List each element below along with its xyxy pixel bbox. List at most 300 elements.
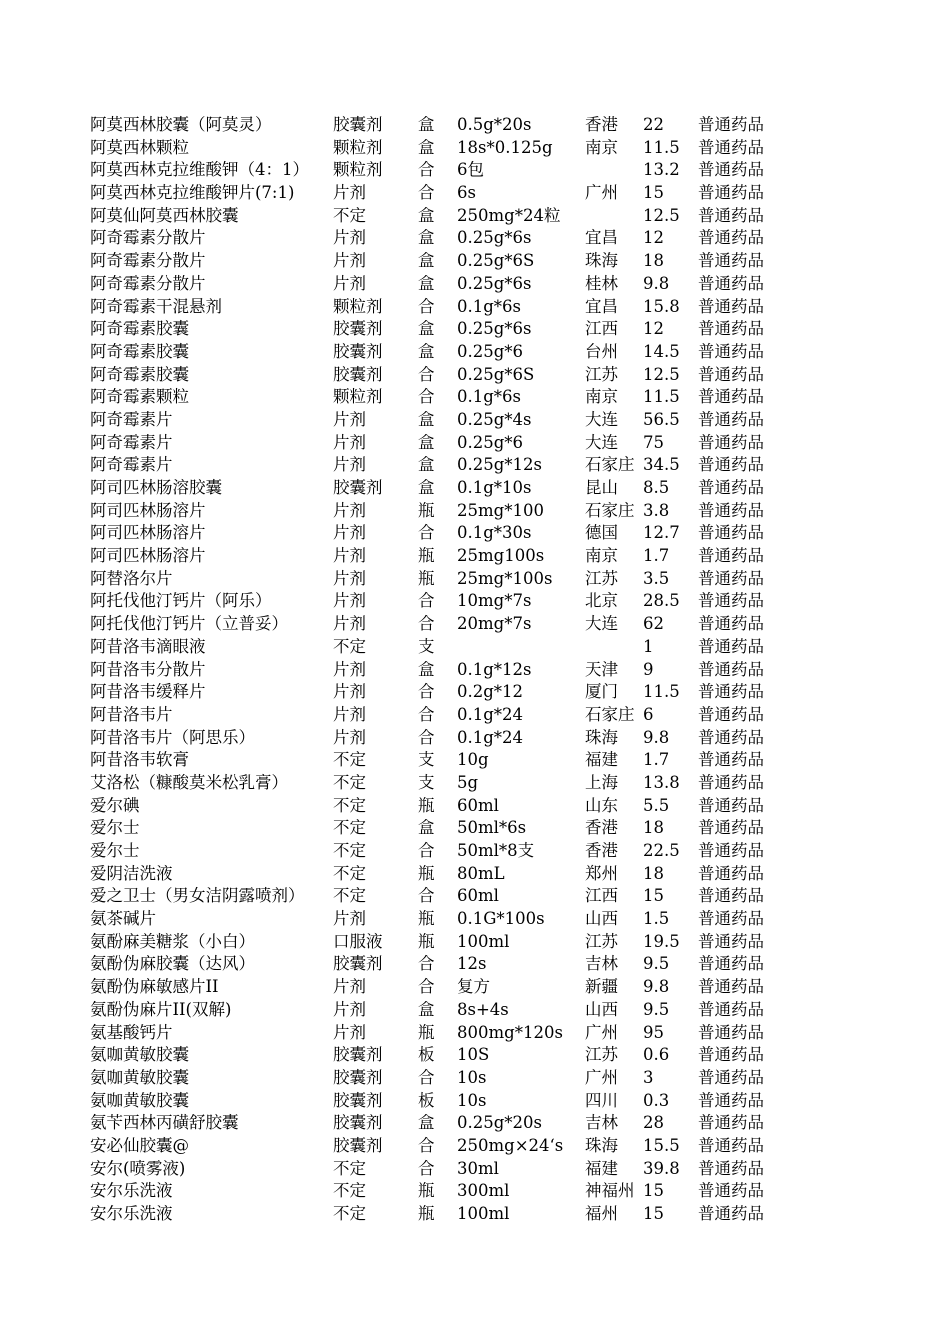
category-cell: 普通药品 [698,115,764,134]
category-cell: 普通药品 [698,818,764,838]
category-cell: 普通药品 [698,387,764,407]
price-cell: 15.5 [643,1135,680,1155]
price-cell: 3.5 [643,568,670,588]
price-cell: 3 [643,1067,654,1087]
category-cell: 普通药品 [698,1158,764,1178]
price-cell: 5.5 [643,795,670,815]
drug-name-cell: 阿昔洛韦软膏 [90,750,189,770]
category-cell: 普通药品 [698,432,764,452]
unit-cell: 盒 [418,273,435,293]
dosage-form-cell: 颗粒剂 [333,160,383,180]
spec-cell: 80mL [457,863,505,883]
origin-cell: 江苏 [585,931,618,951]
unit-cell: 盒 [418,115,435,134]
drug-name-cell: 艾洛松（糠酸莫米松乳膏） [90,772,288,792]
unit-cell: 盒 [418,999,435,1019]
dosage-form-cell: 片剂 [333,568,366,588]
price-cell: 22 [643,115,664,134]
spec-cell: 60ml [457,886,499,906]
spec-cell: 25mg*100s [457,568,553,588]
category-cell: 普通药品 [698,636,764,656]
dosage-form-cell: 片剂 [333,432,366,452]
unit-cell: 合 [418,296,435,316]
drug-name-cell: 氨咖黄敏胶囊 [90,1067,189,1087]
drug-name-cell: 氨咖黄敏胶囊 [90,1090,189,1110]
origin-cell: 香港 [585,841,618,860]
origin-cell: 福建 [585,1158,618,1178]
category-cell: 普通药品 [698,251,764,271]
unit-cell: 瓶 [418,568,435,588]
spec-cell: 10s [457,1067,487,1087]
category-cell: 普通药品 [698,795,764,815]
category-cell: 普通药品 [698,1067,764,1087]
dosage-form-cell: 不定 [333,1181,366,1201]
spec-cell: 250mg×24‘s [457,1135,564,1155]
dosage-form-cell: 不定 [333,636,366,656]
dosage-form-cell: 片剂 [333,228,366,248]
price-cell: 3.8 [643,500,670,520]
price-cell: 75 [643,432,664,452]
spec-cell: 0.5g*20s [457,115,532,134]
spec-cell: 60ml [457,795,499,815]
dosage-form-cell: 胶囊剂 [333,478,383,497]
price-cell: 9.5 [643,999,670,1019]
origin-cell: 大连 [585,614,618,634]
spec-cell: 5g [457,772,479,792]
price-cell: 39.8 [643,1158,680,1178]
origin-cell: 江苏 [585,364,618,384]
dosage-form-cell: 不定 [333,886,366,906]
price-cell: 18 [643,863,664,883]
dosage-form-cell: 片剂 [333,977,366,997]
dosage-form-cell: 胶囊剂 [333,1045,383,1065]
dosage-form-cell: 不定 [333,1158,366,1178]
dosage-form-cell: 片剂 [333,183,366,203]
dosage-form-cell: 不定 [333,841,366,860]
origin-cell: 桂林 [585,273,618,293]
spec-cell: 0.25g*12s [457,455,543,475]
origin-cell: 香港 [585,115,618,134]
category-cell: 普通药品 [698,727,764,747]
origin-cell: 台州 [585,341,618,361]
unit-cell: 合 [418,841,435,860]
drug-name-cell: 安尔乐洗液 [90,1204,173,1223]
drug-name-cell: 阿奇霉素颗粒 [90,387,189,407]
drug-name-cell: 阿奇霉素胶囊 [90,341,189,361]
spec-cell: 0.2g*12 [457,682,524,702]
category-cell: 普通药品 [698,1090,764,1110]
dosage-form-cell: 不定 [333,818,366,838]
origin-cell: 江苏 [585,1045,618,1065]
category-cell: 普通药品 [698,931,764,951]
dosage-form-cell: 不定 [333,1204,366,1223]
spec-cell: 50ml*8支 [457,841,535,860]
origin-cell: 昆山 [585,478,618,497]
origin-cell: 山东 [585,795,618,815]
category-cell: 普通药品 [698,909,764,929]
dosage-form-cell: 片剂 [333,409,366,429]
unit-cell: 瓶 [418,1181,435,1201]
drug-name-cell: 爱尔碘 [90,795,140,815]
price-cell: 1.7 [643,750,670,770]
unit-cell: 合 [418,591,435,611]
origin-cell: 上海 [585,772,618,792]
category-cell: 普通药品 [698,205,764,225]
unit-cell: 合 [418,364,435,384]
unit-cell: 瓶 [418,1204,435,1223]
price-cell: 6 [643,704,654,724]
drug-name-cell: 氨酚麻美糖浆（小白） [90,931,255,951]
category-cell: 普通药品 [698,977,764,997]
unit-cell: 合 [418,523,435,543]
origin-cell: 江苏 [585,568,618,588]
dosage-form-cell: 口服液 [333,931,383,951]
dosage-form-cell: 片剂 [333,659,366,679]
spec-cell: 0.1g*30s [457,523,532,543]
price-cell: 95 [643,1022,664,1042]
drug-name-cell: 阿奇霉素片 [90,432,173,452]
price-cell: 56.5 [643,409,680,429]
drug-name-cell: 阿奇霉素片 [90,455,173,475]
origin-cell: 南京 [585,546,618,566]
unit-cell: 支 [418,636,435,656]
price-cell: 1.7 [643,546,670,566]
drug-name-cell: 阿奇霉素胶囊 [90,364,189,384]
drug-name-cell: 爱阴洁洗液 [90,863,173,883]
dosage-form-cell: 片剂 [333,546,366,566]
dosage-form-cell: 胶囊剂 [333,341,383,361]
drug-name-cell: 阿奇霉素胶囊 [90,319,189,339]
category-cell: 普通药品 [698,137,764,157]
dosage-form-cell: 颗粒剂 [333,137,383,157]
price-cell: 12.5 [643,205,680,225]
unit-cell: 合 [418,387,435,407]
price-cell: 11.5 [643,387,680,407]
origin-cell: 天津 [585,659,618,679]
spec-cell: 6包 [457,160,484,180]
drug-name-cell: 阿司匹林肠溶片 [90,546,206,566]
spec-cell: 100ml [457,1204,510,1223]
unit-cell: 盒 [418,659,435,679]
unit-cell: 盒 [418,319,435,339]
category-cell: 普通药品 [698,183,764,203]
dosage-form-cell: 片剂 [333,682,366,702]
drug-name-cell: 氨酚伪麻片II(双解) [90,999,232,1019]
spec-cell: 0.25g*6s [457,273,532,293]
unit-cell: 合 [418,160,435,180]
origin-cell: 福州 [585,1204,618,1223]
unit-cell: 盒 [418,251,435,271]
category-cell: 普通药品 [698,954,764,974]
dosage-form-cell: 胶囊剂 [333,115,383,134]
spec-cell: 0.1g*24 [457,704,524,724]
dosage-form-cell: 片剂 [333,999,366,1019]
category-cell: 普通药品 [698,704,764,724]
unit-cell: 合 [418,704,435,724]
spec-cell: 0.25g*4s [457,409,532,429]
price-cell: 8.5 [643,478,670,497]
unit-cell: 瓶 [418,795,435,815]
origin-cell: 石家庄 [585,455,635,475]
spec-cell: 0.1g*6s [457,296,522,316]
origin-cell: 江西 [585,886,618,906]
drug-name-cell: 阿莫西林颗粒 [90,137,189,157]
category-cell: 普通药品 [698,1113,764,1133]
category-cell: 普通药品 [698,319,764,339]
unit-cell: 盒 [418,205,435,225]
drug-name-cell: 氨苄西林丙磺舒胶囊 [90,1113,239,1133]
category-cell: 普通药品 [698,500,764,520]
unit-cell: 合 [418,183,435,203]
spec-cell: 8s+4s [457,999,509,1019]
spec-cell: 300ml [457,1181,510,1201]
drug-name-cell: 安尔(喷雾液) [90,1158,186,1178]
dosage-form-cell: 片剂 [333,251,366,271]
price-cell: 11.5 [643,682,680,702]
unit-cell: 合 [418,1135,435,1155]
category-cell: 普通药品 [698,1135,764,1155]
origin-cell: 宜昌 [585,228,618,248]
drug-name-cell: 阿司匹林肠溶胶囊 [90,478,222,497]
drug-name-cell: 阿莫西林克拉维酸钾片(7:1) [90,183,295,203]
dosage-form-cell: 颗粒剂 [333,296,383,316]
category-cell: 普通药品 [698,364,764,384]
spec-cell: 50ml*6s [457,818,527,838]
price-cell: 22.5 [643,841,680,860]
unit-cell: 瓶 [418,546,435,566]
spec-cell: 0.1g*24 [457,727,524,747]
spec-cell: 0.1G*100s [457,909,545,929]
price-cell: 0.3 [643,1090,670,1110]
drug-name-cell: 爱之卫士（男女洁阴露喷剂） [90,886,305,906]
dosage-form-cell: 胶囊剂 [333,1090,383,1110]
spec-cell: 10mg*7s [457,591,532,611]
spec-cell: 0.25g*6S [457,364,535,384]
drug-name-cell: 阿昔洛韦片 [90,704,173,724]
spec-cell: 0.25g*6s [457,228,532,248]
category-cell: 普通药品 [698,1045,764,1065]
category-cell: 普通药品 [698,1022,764,1042]
drug-name-cell: 安必仙胶囊@ [90,1135,189,1155]
dosage-form-cell: 片剂 [333,909,366,929]
dosage-form-cell: 片剂 [333,614,366,634]
spec-cell: 复方 [457,977,490,997]
origin-cell: 广州 [585,1022,618,1042]
origin-cell: 石家庄 [585,704,635,724]
origin-cell: 宜昌 [585,296,618,316]
price-cell: 1.5 [643,909,670,929]
origin-cell: 新疆 [585,977,618,997]
origin-cell: 香港 [585,818,618,838]
origin-cell: 德国 [585,523,618,543]
drug-name-cell: 阿奇霉素分散片 [90,273,206,293]
origin-cell: 广州 [585,183,618,203]
dosage-form-cell: 片剂 [333,727,366,747]
dosage-form-cell: 胶囊剂 [333,954,383,974]
origin-cell: 南京 [585,137,618,157]
unit-cell: 盒 [418,341,435,361]
unit-cell: 支 [418,750,435,770]
price-cell: 12.5 [643,364,680,384]
category-cell: 普通药品 [698,999,764,1019]
dosage-form-cell: 片剂 [333,1022,366,1042]
drug-name-cell: 氨酚伪麻胶囊（达风） [90,954,255,974]
dosage-form-cell: 不定 [333,772,366,792]
price-cell: 14.5 [643,341,680,361]
category-cell: 普通药品 [698,296,764,316]
origin-cell: 郑州 [585,863,618,883]
origin-cell: 山西 [585,999,618,1019]
spec-cell: 100ml [457,931,510,951]
price-cell: 0.6 [643,1045,670,1065]
unit-cell: 盒 [418,228,435,248]
unit-cell: 盒 [418,409,435,429]
unit-cell: 合 [418,1067,435,1087]
drug-name-cell: 阿奇霉素片 [90,409,173,429]
drug-name-cell: 爱尔士 [90,841,140,860]
origin-cell: 四川 [585,1090,618,1110]
origin-cell: 北京 [585,591,618,611]
spec-cell: 18s*0.125g [457,137,553,157]
unit-cell: 盒 [418,137,435,157]
price-cell: 34.5 [643,455,680,475]
spec-cell: 0.1g*12s [457,659,532,679]
unit-cell: 盒 [418,818,435,838]
drug-name-cell: 氨茶碱片 [90,909,156,929]
dosage-form-cell: 不定 [333,795,366,815]
category-cell: 普通药品 [698,478,764,497]
origin-cell: 福建 [585,750,618,770]
spec-cell: 30ml [457,1158,499,1178]
spec-cell: 25mg100s [457,546,545,566]
unit-cell: 盒 [418,432,435,452]
spec-cell: 0.25g*20s [457,1113,543,1133]
spec-cell: 250mg*24粒 [457,205,561,225]
spec-cell: 0.25g*6 [457,341,524,361]
price-cell: 12 [643,319,664,339]
category-cell: 普通药品 [698,614,764,634]
price-cell: 9 [643,659,654,679]
drug-name-cell: 安尔乐洗液 [90,1181,173,1201]
unit-cell: 盒 [418,455,435,475]
dosage-form-cell: 片剂 [333,455,366,475]
origin-cell: 吉林 [585,954,618,974]
drug-name-cell: 阿司匹林肠溶片 [90,523,206,543]
price-cell: 15.8 [643,296,680,316]
category-cell: 普通药品 [698,886,764,906]
origin-cell: 石家庄 [585,500,635,520]
category-cell: 普通药品 [698,863,764,883]
price-cell: 28 [643,1113,664,1133]
unit-cell: 合 [418,1158,435,1178]
category-cell: 普通药品 [698,523,764,543]
category-cell: 普通药品 [698,273,764,293]
price-cell: 62 [643,614,664,634]
dosage-form-cell: 胶囊剂 [333,1135,383,1155]
category-cell: 普通药品 [698,659,764,679]
category-cell: 普通药品 [698,409,764,429]
drug-name-cell: 阿莫西林克拉维酸钾（4：1） [90,160,309,180]
unit-cell: 板 [418,1045,435,1065]
dosage-form-cell: 胶囊剂 [333,364,383,384]
price-cell: 15 [643,1204,664,1223]
origin-cell: 广州 [585,1067,618,1087]
drug-name-cell: 爱尔士 [90,818,140,838]
category-cell: 普通药品 [698,341,764,361]
dosage-form-cell: 胶囊剂 [333,1067,383,1087]
price-cell: 28.5 [643,591,680,611]
category-cell: 普通药品 [698,228,764,248]
category-cell: 普通药品 [698,455,764,475]
origin-cell: 江西 [585,319,618,339]
price-cell: 9.8 [643,727,670,747]
spec-cell: 10s [457,1090,487,1110]
origin-cell: 珠海 [585,1135,618,1155]
origin-cell: 南京 [585,387,618,407]
unit-cell: 瓶 [418,931,435,951]
drug-name-cell: 阿托伐他汀钙片（阿乐） [90,591,272,611]
drug-name-cell: 阿替洛尔片 [90,568,173,588]
unit-cell: 合 [418,614,435,634]
dosage-form-cell: 胶囊剂 [333,1113,383,1133]
unit-cell: 瓶 [418,500,435,520]
category-cell: 普通药品 [698,546,764,566]
dosage-form-cell: 不定 [333,750,366,770]
unit-cell: 盒 [418,1113,435,1133]
price-cell: 9.5 [643,954,670,974]
price-cell: 13.2 [643,160,680,180]
drug-name-cell: 阿昔洛韦片（阿思乐） [90,727,255,747]
dosage-form-cell: 片剂 [333,273,366,293]
origin-cell: 珠海 [585,251,618,271]
spec-cell: 0.1g*10s [457,478,532,497]
spec-cell: 10g [457,750,489,770]
unit-cell: 合 [418,886,435,906]
category-cell: 普通药品 [698,772,764,792]
dosage-form-cell: 片剂 [333,523,366,543]
drug-name-cell: 氨酚伪麻敏感片II [90,977,219,997]
spec-cell: 0.1g*6s [457,387,522,407]
category-cell: 普通药品 [698,1204,764,1223]
drug-name-cell: 氨基酸钙片 [90,1022,173,1042]
dosage-form-cell: 片剂 [333,591,366,611]
origin-cell: 大连 [585,432,618,452]
unit-cell: 合 [418,727,435,747]
drug-name-cell: 阿奇霉素分散片 [90,228,206,248]
drug-name-cell: 阿托伐他汀钙片（立普妥） [90,614,288,634]
origin-cell: 大连 [585,409,618,429]
price-cell: 12 [643,228,664,248]
unit-cell: 合 [418,954,435,974]
price-cell: 15 [643,886,664,906]
unit-cell: 瓶 [418,909,435,929]
unit-cell: 瓶 [418,1022,435,1042]
price-cell: 1 [643,636,654,656]
origin-cell: 吉林 [585,1113,618,1133]
category-cell: 普通药品 [698,682,764,702]
spec-cell: 0.25g*6 [457,432,524,452]
drug-name-cell: 阿昔洛韦滴眼液 [90,636,206,656]
spec-cell: 800mg*120s [457,1022,563,1042]
dosage-form-cell: 片剂 [333,704,366,724]
category-cell: 普通药品 [698,841,764,860]
spec-cell: 20mg*7s [457,614,532,634]
price-cell: 13.8 [643,772,680,792]
category-cell: 普通药品 [698,591,764,611]
price-cell: 15 [643,183,664,203]
category-cell: 普通药品 [698,568,764,588]
drug-name-cell: 阿昔洛韦分散片 [90,659,206,679]
